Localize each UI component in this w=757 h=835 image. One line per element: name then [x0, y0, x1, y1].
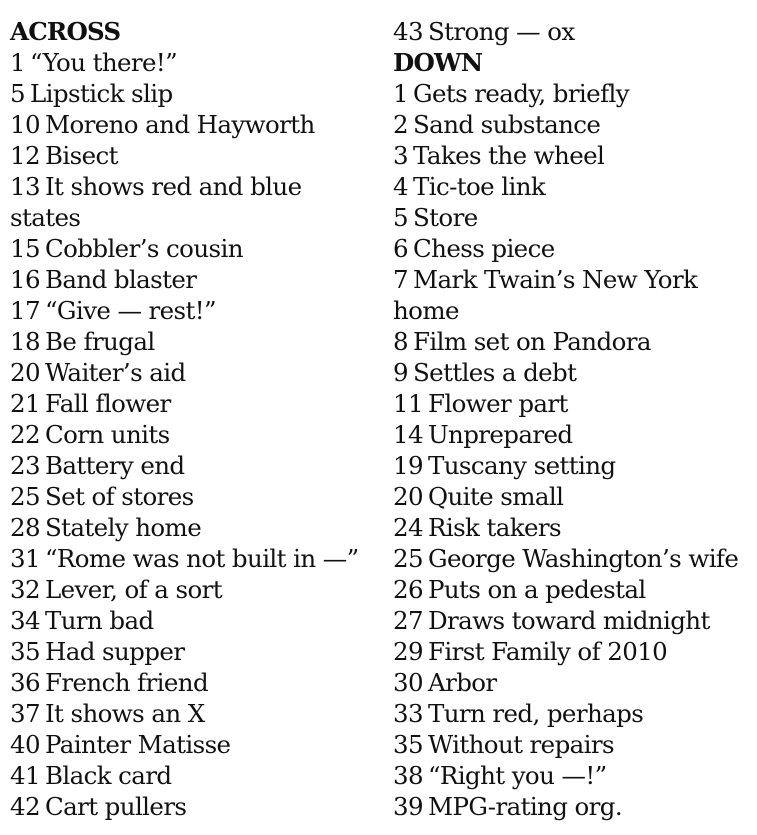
clue-number: 36	[10, 668, 40, 697]
clue-text: Lever, of a sort	[44, 575, 222, 604]
across-clue	[10, 636, 388, 667]
clue-text: Tic-toe link	[413, 172, 546, 201]
down-clue	[393, 140, 753, 171]
clue-text: Be frugal	[44, 327, 155, 356]
down-clue	[393, 357, 753, 388]
clue-text: “Right you —!”	[427, 761, 607, 790]
clue-number: 42	[10, 792, 40, 821]
clue-number: 7	[393, 265, 408, 294]
down-clue	[393, 78, 753, 109]
clue-text: “Give — rest!”	[44, 296, 216, 325]
clue-number: 10	[10, 110, 40, 139]
clue-number: 27	[393, 606, 423, 635]
down-clue	[393, 326, 753, 357]
clue-number: 19	[393, 451, 423, 480]
across-clue	[10, 698, 388, 729]
down-clue	[393, 171, 753, 202]
across-clue	[10, 388, 388, 419]
clue-number: 17	[10, 296, 40, 325]
clue-number: 33	[393, 699, 423, 728]
clue-number: 15	[10, 234, 40, 263]
across-clue	[10, 512, 388, 543]
across-clue	[10, 109, 388, 140]
down-clue	[393, 388, 753, 419]
across-heading: ACROSS	[10, 17, 121, 46]
across-clue	[10, 264, 388, 295]
down-clue	[393, 729, 753, 760]
clue-number: 9	[393, 358, 408, 387]
clue-number: 37	[10, 699, 40, 728]
clue-text: Moreno and Hayworth	[44, 110, 315, 139]
across-clue	[393, 16, 753, 47]
clue-number: 20	[10, 358, 40, 387]
clue-number: 24	[393, 513, 423, 542]
clue-text: Settles a debt	[413, 358, 577, 387]
across-clue	[10, 667, 388, 698]
clue-text: Strong — ox	[427, 17, 575, 46]
clue-text: Battery end	[44, 451, 185, 480]
down-clue	[393, 109, 753, 140]
clue-text: Film set on Pandora	[413, 327, 651, 356]
down-clue	[393, 481, 753, 512]
clue-number: 6	[393, 234, 408, 263]
clue-number: 3	[393, 141, 408, 170]
clue-number: 11	[393, 389, 423, 418]
clue-number: 38	[393, 761, 423, 790]
clue-number: 14	[393, 420, 423, 449]
clue-text: MPG-rating org.	[427, 792, 623, 821]
clue-text: It shows red and blue	[44, 172, 302, 201]
clue-number: 2	[393, 110, 408, 139]
clue-number: 23	[10, 451, 40, 480]
clue-number: 8	[393, 327, 408, 356]
clue-text: George Washington’s wife	[427, 544, 739, 573]
clue-number: 35	[10, 637, 40, 666]
clue-number: 28	[10, 513, 40, 542]
clue-text: Takes the wheel	[413, 141, 605, 170]
across-clue	[10, 729, 388, 760]
down-clue	[393, 450, 753, 481]
clue-number: 26	[393, 575, 423, 604]
down-clue	[393, 760, 753, 791]
across-clue	[10, 450, 388, 481]
clue-text: It shows an X	[44, 699, 205, 728]
down-clue	[393, 791, 753, 822]
clue-text: Gets ready, briefly	[413, 79, 630, 108]
clue-text: Sand substance	[413, 110, 601, 139]
down-clue	[393, 698, 753, 729]
clue-text: Black card	[44, 761, 172, 790]
down-clue	[393, 636, 753, 667]
clue-number: 13	[10, 172, 40, 201]
across-clue	[10, 326, 388, 357]
clue-number: 20	[393, 482, 423, 511]
clue-text: Arbor	[427, 668, 497, 697]
clue-text: Unprepared	[427, 420, 573, 449]
clue-text: Store	[413, 203, 478, 232]
down-clue	[393, 605, 753, 636]
across-clue	[10, 171, 388, 202]
clue-number: 32	[10, 575, 40, 604]
clue-text: Flower part	[427, 389, 568, 418]
down-clue	[393, 667, 753, 698]
across-clue	[10, 140, 388, 171]
across-clue	[10, 605, 388, 636]
clue-number: 16	[10, 265, 40, 294]
clue-text: Waiter’s aid	[44, 358, 186, 387]
down-clue	[393, 233, 753, 264]
clue-number: 39	[393, 792, 423, 821]
clue-number: 5	[393, 203, 408, 232]
clue-text: Cobbler’s cousin	[44, 234, 243, 263]
across-clue	[10, 760, 388, 791]
across-clue	[10, 295, 388, 326]
clue-text: Corn units	[44, 420, 170, 449]
across-clue	[10, 791, 388, 822]
down-clue	[393, 574, 753, 605]
down-clue	[393, 512, 753, 543]
across-clue	[10, 233, 388, 264]
clue-text: Had supper	[44, 637, 185, 666]
down-clue	[393, 264, 753, 295]
clue-number: 5	[10, 79, 25, 108]
clue-text: “You there!”	[30, 48, 178, 77]
clue-text: Chess piece	[413, 234, 555, 263]
across-clue	[10, 543, 388, 574]
clue-text: Draws toward midnight	[427, 606, 710, 635]
clue-text: Cart pullers	[44, 792, 187, 821]
clue-text: Set of stores	[44, 482, 194, 511]
clue-text: Lipstick slip	[30, 79, 173, 108]
clues-column-left	[10, 16, 388, 822]
clue-text: Painter Matisse	[44, 730, 231, 759]
clue-number: 22	[10, 420, 40, 449]
clue-text: French friend	[44, 668, 209, 697]
clue-number: 1	[10, 48, 25, 77]
clue-number: 30	[393, 668, 423, 697]
down-clue-continuation: home	[393, 296, 459, 325]
clue-text: “Rome was not built in —”	[44, 544, 359, 573]
clue-number: 34	[10, 606, 40, 635]
across-clue	[10, 78, 388, 109]
across-clue	[10, 357, 388, 388]
clue-text: Turn red, perhaps	[427, 699, 644, 728]
clue-number: 29	[393, 637, 423, 666]
clue-number: 12	[10, 141, 40, 170]
clue-number: 25	[10, 482, 40, 511]
across-clue	[10, 574, 388, 605]
down-clue	[393, 419, 753, 450]
clue-number: 31	[10, 544, 40, 573]
clue-text: First Family of 2010	[427, 637, 668, 666]
across-clue-continuation: states	[10, 203, 81, 232]
clue-text: Turn bad	[44, 606, 154, 635]
across-clue	[10, 419, 388, 450]
clue-text: Band blaster	[44, 265, 197, 294]
down-clue	[393, 543, 753, 574]
clue-text: Fall flower	[44, 389, 171, 418]
across-clue	[10, 481, 388, 512]
clue-text: Without repairs	[427, 730, 614, 759]
clues-column-right	[393, 16, 753, 822]
clue-number: 21	[10, 389, 40, 418]
clue-number: 1	[393, 79, 408, 108]
clue-text: Stately home	[44, 513, 202, 542]
clue-text: Mark Twain’s New York	[413, 265, 698, 294]
clue-number: 40	[10, 730, 40, 759]
clue-text: Puts on a pedestal	[427, 575, 646, 604]
clue-number: 4	[393, 172, 408, 201]
clue-number: 18	[10, 327, 40, 356]
clue-text: Bisect	[44, 141, 118, 170]
clue-number: 25	[393, 544, 423, 573]
clue-text: Quite small	[427, 482, 564, 511]
down-heading: DOWN	[393, 48, 483, 77]
clue-text: Risk takers	[427, 513, 561, 542]
clue-number: 41	[10, 761, 40, 790]
clue-text: Tuscany setting	[427, 451, 616, 480]
down-clue	[393, 202, 753, 233]
clue-number: 43	[393, 17, 423, 46]
clue-number: 35	[393, 730, 423, 759]
across-clue	[10, 47, 388, 78]
